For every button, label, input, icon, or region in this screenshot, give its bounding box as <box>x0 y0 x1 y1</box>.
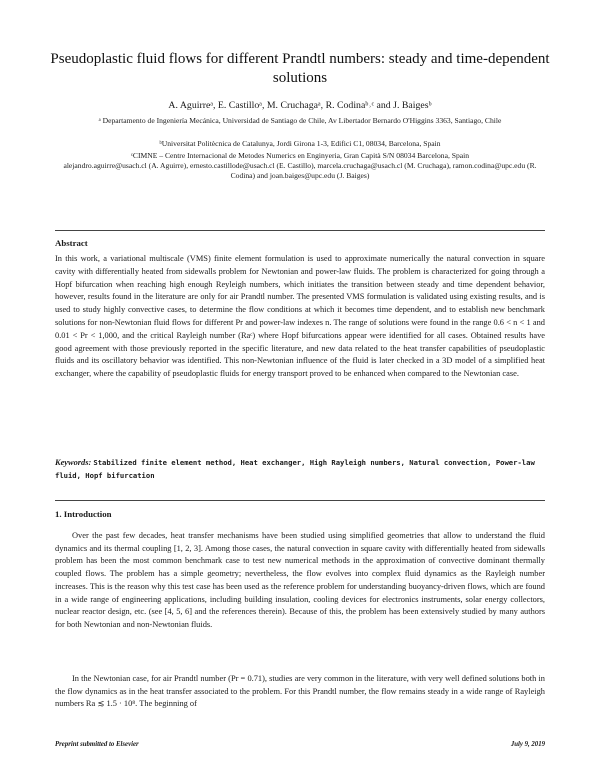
preprint-date: July 9, 2019 <box>510 741 545 748</box>
abstract-heading: Abstract <box>55 238 88 248</box>
paper-title: Pseudoplastic fluid flows for different Prandtl numbers: steady and time-dependent solutions <box>50 51 550 86</box>
affiliation-a: ᵃ Departamento de Ingeniería Mecánica, Universidad de Santiago de Chile, Av Libertador Bernardo O'Higgins 3363, Santiago, Chile <box>98 116 502 125</box>
keywords-label: Keywords: <box>55 458 92 467</box>
affiliation-c: ᶜCIMNE – Centre Internacional de Metodes Numerics en Enginyeria, Gran Capità S/N 08034 Barcelona, Spain <box>130 151 470 160</box>
keywords-line <box>55 457 545 483</box>
keywords-text: Stabilized finite element method, Heat exchanger, High Rayleigh numbers, Natural convection, Power-law fluid, Hopf bifurcation <box>55 458 535 480</box>
preprint-note: Preprint submitted to Elsevier <box>55 741 139 748</box>
intro-paragraph-1: Over the past few decades, heat transfer mechanisms have been studied using simplified geometries that allow to understand the fluid dynamics and its thermal coupling [1, 2, 3]. Among those cases, the natural convection in square cavity with differentially heated from sidewalls problem has been the most common benchmark case to test new numerical methods in the approximation of convective dominant thermally coupled flows. The problem has a simple geometry; nevertheless, the flow evolves into complex fluid dynamics as the Rayleigh number increases. This is the reason why this test case has been used as the reference problem for understanding buoyancy-driven flows, which are found in a wide range of engineering applications, including building insulation, cooling devices for electronics instruments, solar energy collectors, nuclear reactor design, etc. (see [4, 5, 6] and the references therein). Because of this, the problem has been extensively studied by many authors for both Newtonian and non-Newtonian fluids. <box>55 531 545 629</box>
section-heading-introduction: 1. Introduction <box>55 509 112 519</box>
abstract-text: In this work, a variational multiscale (VMS) finite element formulation is used to approximate numerically the natural convection in square cavity with differentially heated from sidewalls problem for Newtonian and power-law fluids. The problem is characterized for going through a Hopf bifurcation when reaching high enough Reyleigh numbers, which initiates the transition between steady and time dependent behavior, however, results found in the literature are only for air Prandtl number. The presented VMS formulation is validated using existing results, and is used to study highly convective cases, to determine the flow conditions at which it becomes time dependent, and to establish new benchmark solutions for non-Newtonian fluid flows for different Pr and power-law indexes n. The range of solutions were found in the range 0.6 < n < 1 and 0.01 < Pr < 1,000, and the critical Rayleigh number (Raᶜ) where Hopf bifurcations appear were identified for all cases. Obtained results have good agreement with those previously reported in the specific literature, and new data related to the heat transfer capabilities of pseudoplastic fluids and its oscillatory behavior was identified. This non-Newtonian influence of the fluid is later checked in a 3D model of a simplified heat exchanger, where the capability of pseudoplastic fluids for energy transport proved to be enhanced when compared to the Newtonian case. <box>55 254 545 379</box>
author-list: A. Aguirreᵃ, E. Castilloᵃ, M. Cruchagaᵃ, R. Codinaᵇ˒ᶜ and J. Baigesᵇ <box>168 100 432 111</box>
abstract-bottom-rule <box>55 500 545 501</box>
author-emails: alejandro.aguirre@usach.cl (A. Aguirre), ernesto.castillode@usach.cl (E. Castillo), marcela.cruchaga@usach.cl (M. Cruchaga), ramon.codina@upc.edu (R. Codina) and joan.baiges@upc.edu (J. Baiges) <box>63 161 537 180</box>
affiliation-b: ᵇUniversitat Politècnica de Catalunya, Jordi Girona 1-3, Edifici C1, 08034, Barcelona, Spain <box>159 139 441 148</box>
abstract-top-rule <box>55 230 545 231</box>
intro-paragraph-2: In the Newtonian case, for air Prandtl number (Pr = 0.71), studies are very common in the literature, with very well defined solutions both in the flow dynamics as in the heat transfer associated to the problem. For this Prandtl number, the flow remains steady in a wide range of Rayleigh numbers Ra ≲ 1.5 · 10⁸. The beginning of <box>55 674 545 709</box>
